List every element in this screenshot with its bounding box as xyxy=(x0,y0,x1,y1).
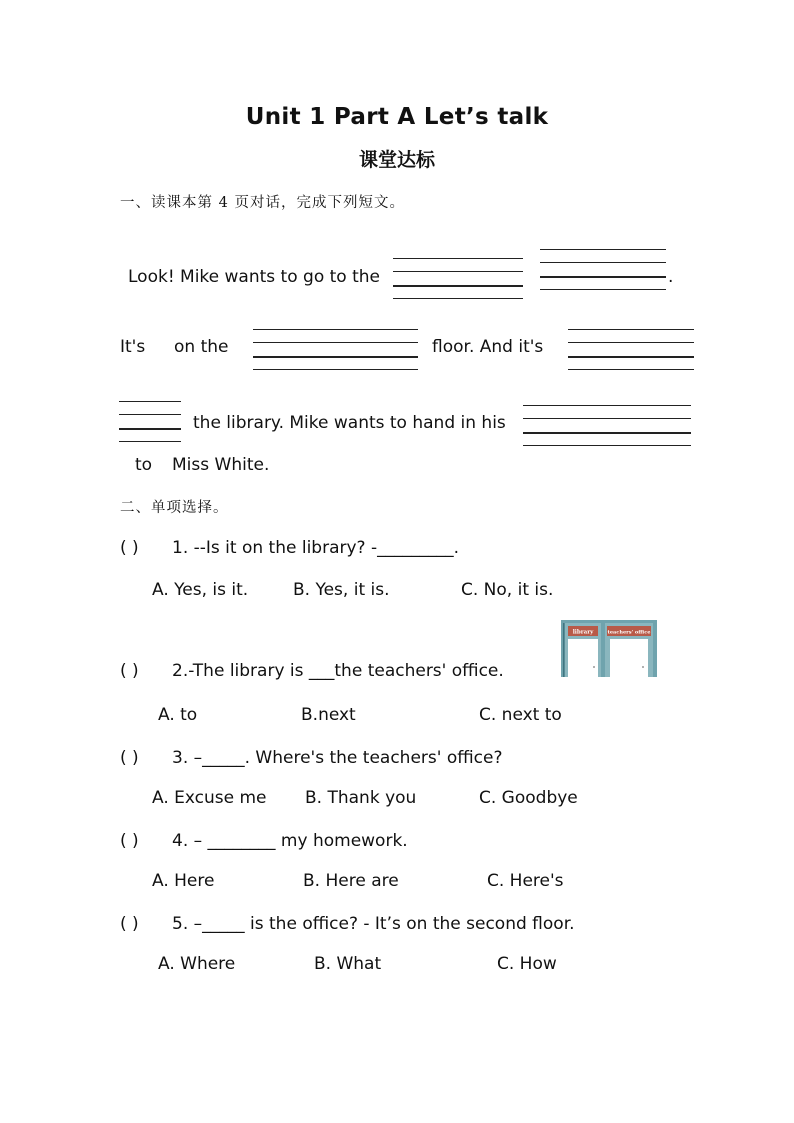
library-office-doors-image xyxy=(561,620,657,677)
q5-text: 5. –_____ is the office? - It’s on the second floor. xyxy=(172,914,575,934)
section2-instruction: 二、单项选择。 xyxy=(120,500,229,516)
fill-blank-3[interactable] xyxy=(568,329,694,371)
q1-option-a[interactable]: A. Yes, is it. xyxy=(152,580,249,600)
q2-answer-paren[interactable]: ( ) xyxy=(120,661,139,681)
q2-option-b[interactable]: B.next xyxy=(301,705,356,725)
page-subtitle: 课堂达标 xyxy=(358,149,435,171)
section1-instruction: 一、读课本第 4 页对话，完成下列短文。 xyxy=(120,195,405,211)
fill-blank-5[interactable] xyxy=(523,405,691,447)
passage-to: to xyxy=(135,455,153,475)
q3-option-b[interactable]: B. Thank you xyxy=(305,788,417,808)
q2-option-c[interactable]: C. next to xyxy=(479,705,562,725)
passage-floor: floor. And it's xyxy=(432,337,544,357)
passage-line1-period: . xyxy=(668,267,674,287)
door-library xyxy=(568,639,598,677)
page-title: Unit 1 Part A Let’s talk xyxy=(245,104,549,130)
fill-blank-2[interactable] xyxy=(253,329,418,371)
q5-option-c[interactable]: C. How xyxy=(497,954,557,974)
q1-answer-paren[interactable]: ( ) xyxy=(120,538,139,558)
q4-option-c[interactable]: C. Here's xyxy=(487,871,564,891)
q4-option-b[interactable]: B. Here are xyxy=(303,871,399,891)
q4-text: 4. – ________ my homework. xyxy=(172,831,408,851)
door-office xyxy=(610,639,648,677)
q1-option-c[interactable]: C. No, it is. xyxy=(461,580,554,600)
passage-line3: the library. Mike wants to hand in his xyxy=(193,413,506,433)
q3-text: 3. –_____. Where's the teachers' office? xyxy=(172,748,503,768)
q2-text: 2.-The library is ___the teachers' office. xyxy=(172,661,504,681)
q2-option-a[interactable]: A. to xyxy=(158,705,198,725)
sign-library-text: library xyxy=(572,629,594,636)
q5-answer-paren[interactable]: ( ) xyxy=(120,914,139,934)
q4-option-a[interactable]: A. Here xyxy=(152,871,215,891)
q3-answer-paren[interactable]: ( ) xyxy=(120,748,139,768)
q3-option-a[interactable]: A. Excuse me xyxy=(152,788,267,808)
q4-answer-paren[interactable]: ( ) xyxy=(120,831,139,851)
q5-option-a[interactable]: A. Where xyxy=(158,954,236,974)
passage-its: It's xyxy=(120,337,146,357)
passage-miss-white: Miss White. xyxy=(172,455,270,475)
passage-on-the: on the xyxy=(174,337,229,357)
q3-option-c[interactable]: C. Goodbye xyxy=(479,788,578,808)
sign-office-text: teachers' office xyxy=(607,629,651,636)
q1-option-b[interactable]: B. Yes, it is. xyxy=(293,580,390,600)
q5-option-b[interactable]: B. What xyxy=(314,954,382,974)
fill-blank-4[interactable] xyxy=(119,401,181,443)
q1-text: 1. --Is it on the library? -_________. xyxy=(172,538,459,558)
fill-blank-1a[interactable] xyxy=(393,258,523,300)
passage-line1: Look! Mike wants to go to the xyxy=(128,267,380,287)
fill-blank-1b[interactable] xyxy=(540,249,666,291)
